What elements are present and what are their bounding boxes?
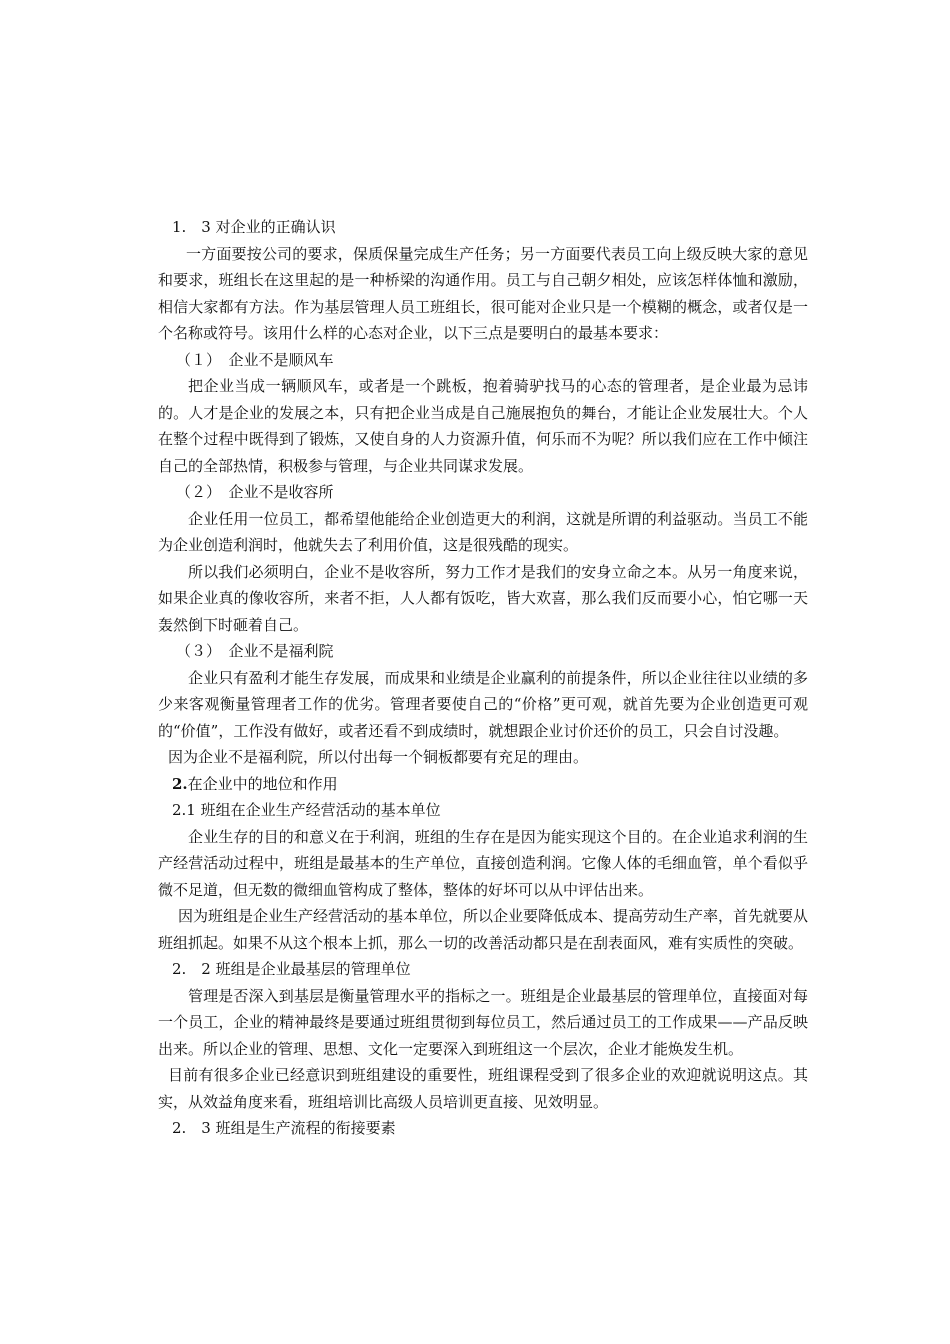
paragraph: 企业生存的目的和意义在于利润，班组的生存在是因为能实现这个目的。在企业追求利润的生产经营活动过程中，班组是最基本的生产单位，直接创造利润。它像人体的毛细血管，单个看似乎微不足道，但无数的微细血管构成了整体，整体的好坏可以从中评估出来。 [158, 827, 808, 899]
paragraph: 企业任用一位员工，都希望他能给企业创造更大的利润，这就是所谓的利益驱动。当员工不能为企业创造利润时，他就失去了利用价值，这是很残酷的现实。 [158, 509, 808, 554]
paragraph: 管理是否深入到基层是衡量管理水平的指标之一。班组是企业最基层的管理单位，直接面对每一个员工，企业的精神最终是要通过班组贯彻到每位员工，然后通过员工的工作成果——产品反映出来。所以企业的管理、思想、文化一定要深入到班组这一个层次，企业才能焕发生机。 [158, 986, 808, 1058]
paragraph: 一方面要按公司的要求，保质保量完成生产任务；另一方面要代表员工向上级反映大家的意见和要求，班组长在这里起的是一种桥梁的沟通作用。员工与自己朝夕相处，应该怎样体恤和激励，相信大家都有方法。作为基层管理人员工班组长，很可能对企业只是一个模糊的概念，或者仅是一个名称或符号。该用什么样的心态对企业，以下三点是要明白的最基本要求： [158, 244, 808, 342]
section-number: 2. [172, 774, 188, 793]
paragraph: 所以我们必须明白，企业不是收容所，努力工作才是我们的安身立命之本。从另一角度来说，如果企业真的像收容所，来者不拒，人人都有饭吃，皆大欢喜，那么我们反而要小心，怕它哪一天轰然倒下时砸着自己。 [158, 562, 808, 634]
section-heading-1-3: 1. 3 对企业的正确认识 [172, 218, 336, 236]
section-heading-2-1: 2.1 班组在企业生产经营活动的基本单位 [172, 801, 441, 819]
paragraph: 因为班组是企业生产经营活动的基本单位，所以企业要降低成本、提高劳动生产率，首先就要从班组抓起。如果不从这个根本上抓，那么一切的改善活动都只是在刮表面风，难有实质性的突破。 [158, 907, 809, 952]
section-heading-2-2: 2. 2 班组是企业最基层的管理单位 [172, 960, 411, 978]
section-title: 在企业中的地位和作用 [187, 774, 338, 793]
paragraph: 把企业当成一辆顺风车，或者是一个跳板，抱着骑驴找马的心态的管理者，是企业最为忌讳的。人才是企业的发展之本，只有把企业当成是自己施展抱负的舞台，才能让企业发展壮大。个人在整个过程中既得到了锻炼，又使自身的人力资源升值，何乐而不为呢？所以我们应在工作中倾注自己的全部热情，积极参与管理，与企业共同谋求发展。 [158, 377, 808, 475]
subsection-heading-1: （１） 企业不是顺风车 [176, 350, 334, 369]
subsection-heading-3: （３） 企业不是福利院 [176, 642, 334, 660]
subsection-heading-2: （２） 企业不是收容所 [176, 483, 334, 501]
section-heading-2 [158, 771, 808, 798]
paragraph: 因为企业不是福利院，所以付出每一个铜板都要有充足的理由。 [168, 748, 589, 766]
paragraph: 企业只有盈利才能生存发展，而成果和业绩是企业赢利的前提条件，所以企业往往以业绩的多少来客观衡量管理者工作的优劣。管理者要使自己的“价格”更可观，就首先要为企业创造更可观的“价值”，工作没有做好，或者还看不到成绩时，就想跟企业讨价还价的员工，只会自讨没趣。 [158, 668, 808, 740]
document-body [158, 214, 808, 1142]
paragraph: 目前有很多企业已经意识到班组建设的重要性，班组课程受到了很多企业的欢迎就说明这点。其实，从效益角度来看，班组培训比高级人员培训更直接、见效明显。 [158, 1066, 808, 1111]
section-heading-2-3: 2. 3 班组是生产流程的衔接要素 [172, 1119, 396, 1137]
